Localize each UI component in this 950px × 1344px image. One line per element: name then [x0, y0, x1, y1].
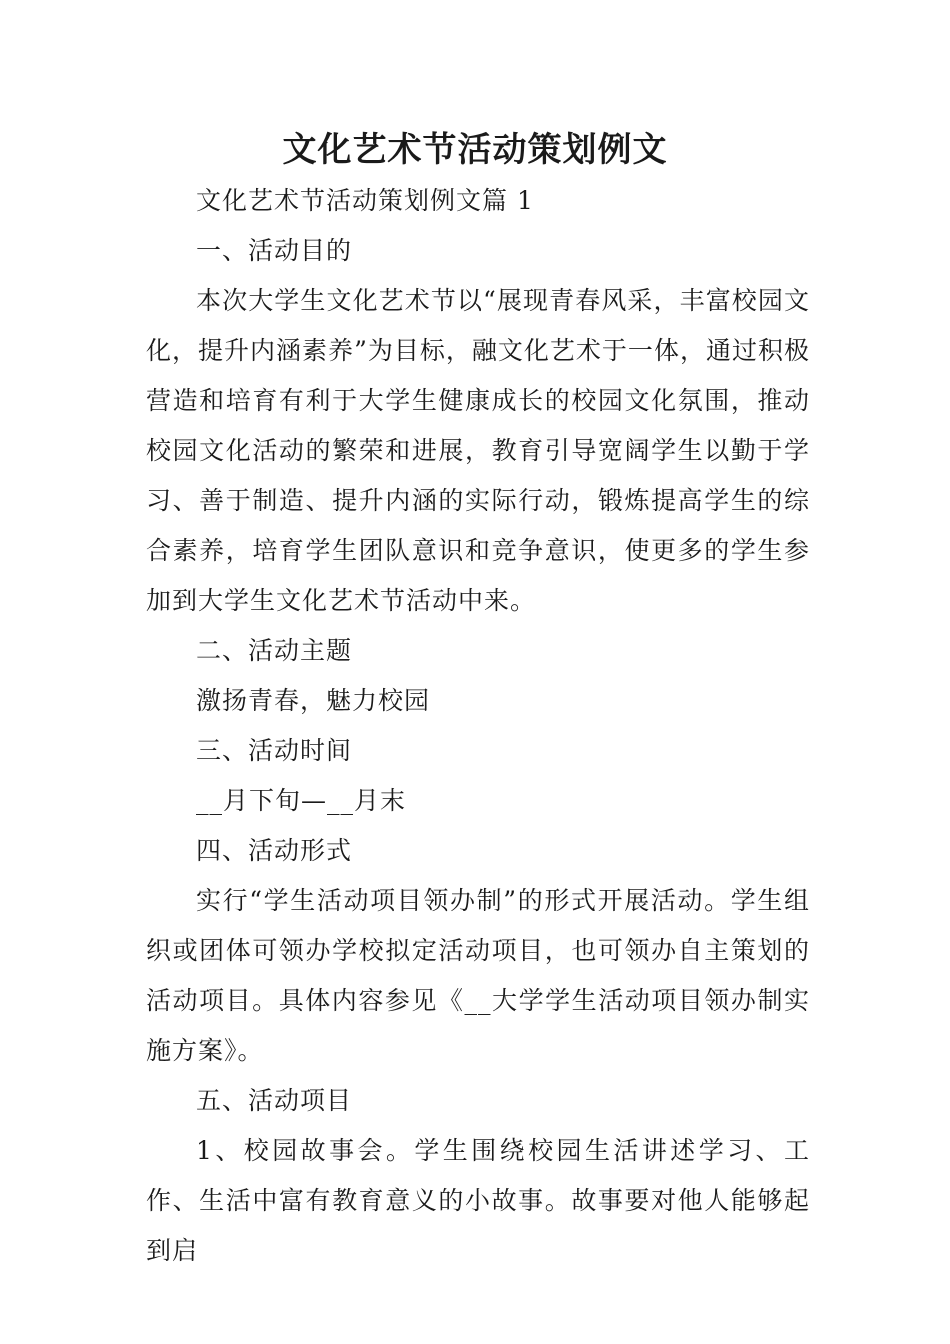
text-activity-theme: 激扬青春，魅力校园: [196, 686, 431, 715]
paragraph-activity-form: 实行“学生活动项目领办制”的形式开展活动。学生组织或团体可领办学校拟定活动项目，也可领办自主策划的活动项目。具体内容参见《__大学学生活动项目领办制实施方案》。: [146, 886, 810, 1065]
document-title: 文化艺术节活动策划例文: [282, 130, 668, 170]
paragraph-campus-story: 1、校园故事会。学生围绕校园生活讲述学习、工作、生活中富有教育意义的小故事。故事要对他人能够起到启: [146, 1136, 810, 1265]
heading-activity-items: 五、活动项目: [196, 1086, 353, 1115]
paragraph-activity-purpose: 本次大学生文化艺术节以“展现青春风采，丰富校园文化，提升内涵素养”为目标，融文化艺术于一体，通过积极营造和培育有利于大学生健康成长的校园文化氛围，推动校园文化活动的繁荣和进展，教育引导宽阔学生以勤于学习、善于制造、提升内涵的实际行动，锻炼提高学生的综合素养，培育学生团队意识和竞争意识，使更多的学生参加到大学生文化艺术节活动中来。: [146, 286, 810, 615]
text-activity-time: __月下旬—__月末: [196, 786, 407, 815]
heading-activity-theme: 二、活动主题: [196, 636, 353, 665]
document-body: [146, 176, 810, 1276]
heading-activity-time: 三、活动时间: [196, 736, 353, 765]
section-subtitle: 文化艺术节活动策划例文篇 1: [196, 186, 534, 215]
heading-activity-purpose: 一、活动目的: [196, 236, 353, 265]
heading-activity-form: 四、活动形式: [196, 836, 353, 865]
